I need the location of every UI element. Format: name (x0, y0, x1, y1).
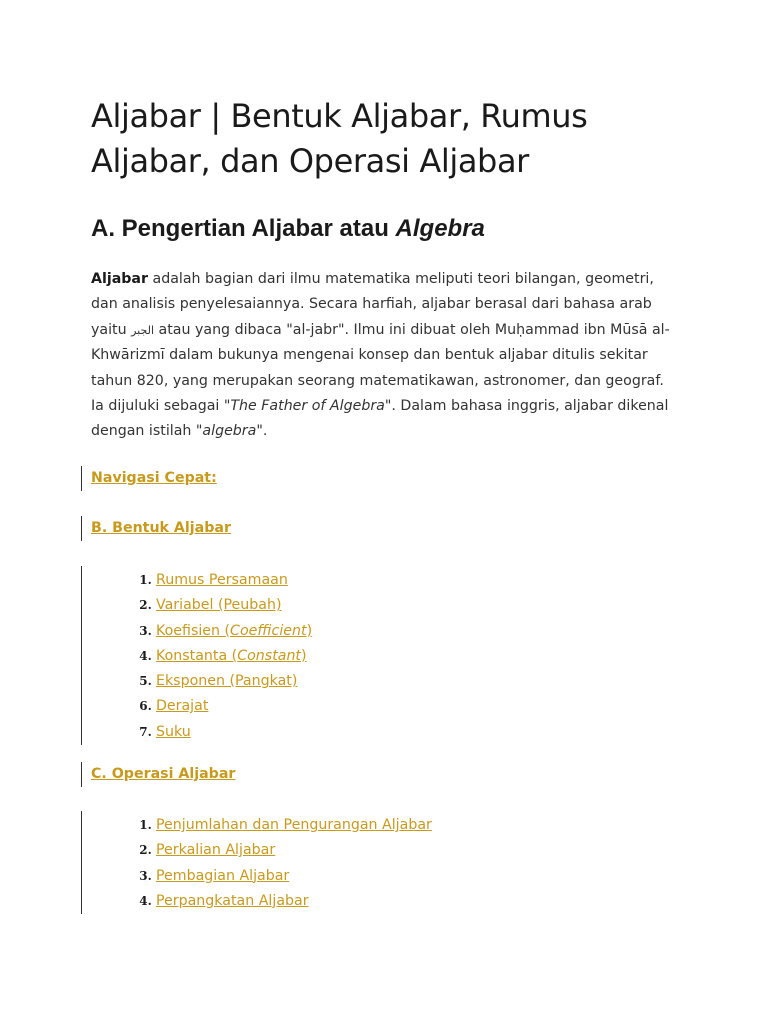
link-konstanta-italic: Constant (237, 647, 302, 664)
list-item (156, 568, 312, 593)
intro-text-3: ". Dalam bahasa inggris, aljabar dikenal dengan istilah (91, 398, 669, 440)
intro-text-1: adalah bagian dari ilmu matematika meliputi teori bilangan, geometri, dan analisis penyelesaiannya. Secara harfiah, aljabar berasal dari bahasa arab yaitu (91, 271, 654, 338)
page-title: Aljabar | Bentuk Aljabar, Rumus Aljabar, dan Operasi Aljabar (91, 97, 588, 180)
intro-text-4: . (262, 423, 268, 440)
list-item (156, 694, 312, 719)
quick-navigation-link[interactable]: Navigasi Cepat: (91, 470, 217, 486)
list-item (156, 889, 432, 914)
list-item (156, 813, 432, 838)
link-perpangkatan[interactable]: Perpangkatan Aljabar (156, 892, 309, 909)
section-b-link[interactable]: B. Bentuk Aljabar (91, 520, 231, 536)
section-c-link[interactable]: C. Operasi Aljabar (91, 766, 236, 782)
section-a-heading-text: A. Pengertian Aljabar atau (91, 215, 396, 242)
link-konstanta-suffix: ) (301, 647, 307, 664)
link-pembagian[interactable]: Pembagian Aljabar (156, 867, 290, 884)
section-b-list-block (81, 566, 312, 745)
link-eksponen[interactable]: Eksponen (Pangkat) (156, 673, 298, 690)
link-koefisien-suffix: ) (306, 622, 313, 639)
list-item (156, 644, 312, 669)
intro-italic-1: The Father of Algebra (230, 398, 385, 415)
section-c-list-block (81, 811, 432, 914)
list-item (156, 838, 432, 863)
intro-text-2: atau yang dibaca "al-jabr". Ilmu ini dibuat oleh Muḥammad ibn Mūsā al-Khwārizmī dalam bukunya mengenai konsep dan bentuk aljabar ditulis sekitar tahun 820, yang merupakan seorang matematikawan, astronomer, dan geograf. Ia dijuluki sebagai " (91, 321, 670, 415)
link-koefisien-italic: Coefficient (230, 622, 307, 639)
list-item (156, 593, 312, 618)
list-item (156, 669, 312, 694)
link-suku[interactable]: Suku (156, 723, 191, 740)
link-variabel[interactable]: Variabel (Peubah) (156, 597, 282, 614)
section-c-list (82, 813, 432, 914)
link-rumus-persamaan[interactable]: Rumus Persamaan (156, 572, 288, 588)
link-konstanta[interactable] (156, 648, 307, 664)
list-item (156, 864, 432, 889)
link-koefisien-text: Koefisien ( (156, 622, 231, 639)
section-c-nav-block (81, 762, 235, 787)
link-penjumlahan-pengurangan[interactable]: Penjumlahan dan Pengurangan Aljabar (156, 817, 432, 833)
section-b-nav-block (81, 516, 231, 541)
link-koefisien[interactable] (156, 623, 312, 639)
intro-italic-2: "algebra" (195, 423, 263, 440)
link-perkalian[interactable]: Perkalian Aljabar (156, 842, 276, 859)
intro-term: Aljabar (91, 271, 149, 287)
section-b-list (82, 568, 312, 745)
list-item (156, 619, 312, 644)
intro-arabic-word: الجبر (131, 323, 155, 337)
section-a-heading-italic: Algebra (395, 215, 485, 242)
link-konstanta-text: Konstanta ( (156, 647, 238, 664)
list-item (156, 720, 312, 745)
link-derajat[interactable]: Derajat (156, 698, 209, 715)
section-a-heading (91, 213, 485, 245)
quick-navigation-block (81, 466, 217, 491)
intro-paragraph (91, 267, 681, 445)
